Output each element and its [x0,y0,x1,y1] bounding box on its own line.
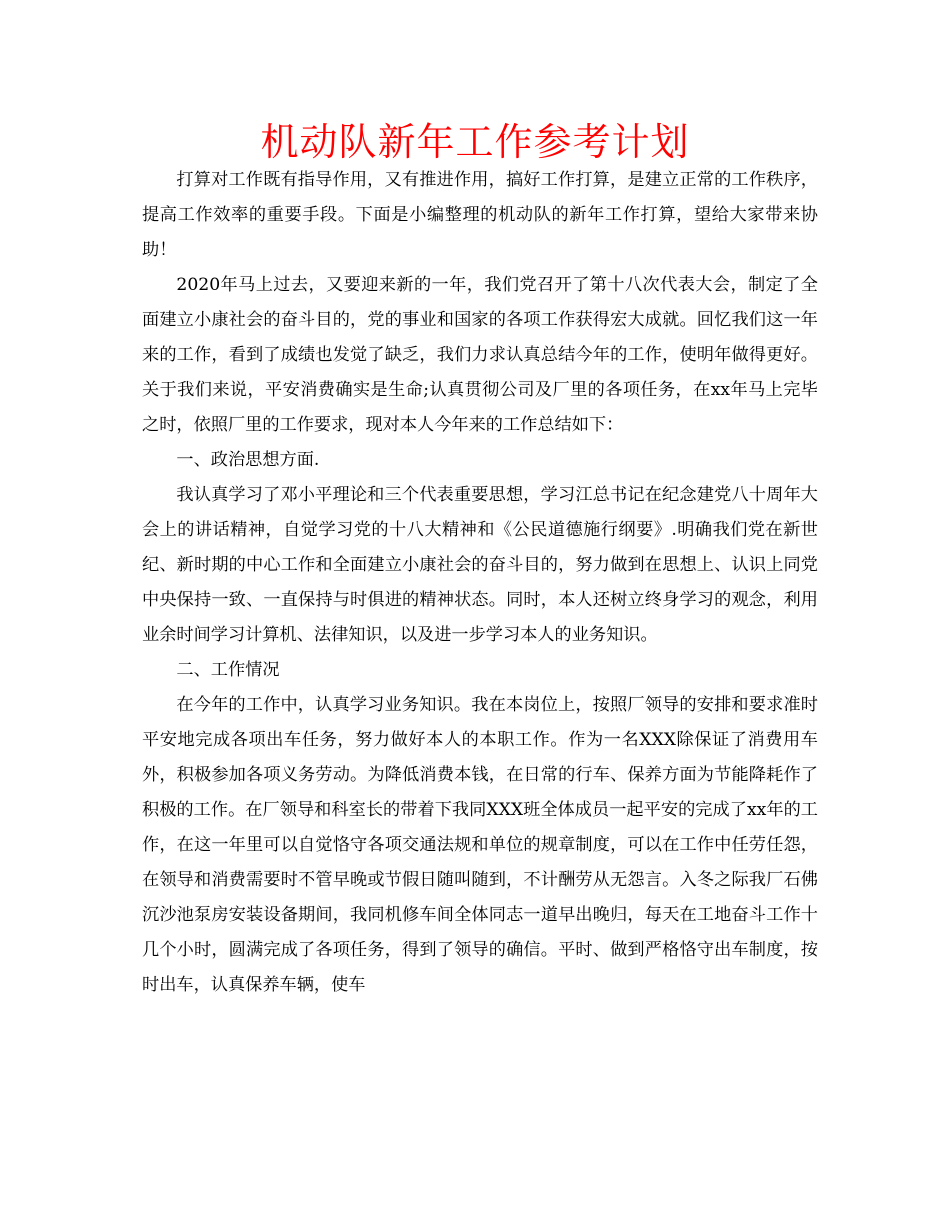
politics-paragraph: 我认真学习了邓小平理论和三个代表重要思想，学习江总书记在纪念建党八十周年大会上的讲话精神，自觉学习党的十八大精神和《公民道德施行纲要》.明确我们党在新世纪、新时期的中心工作和全面建立小康社会的奋斗目的，努力做到在思想上、认识上同党中央保持一致、一直保持与时俱进的精神状态。同时，本人还树立终身学习的观念，利用业余时间学习计算机、法律知识，以及进一步学习本人的业务知识。 [142,485,818,645]
document-body [142,163,818,1003]
work-paragraph: 在今年的工作中，认真学习业务知识。我在本岗位上，按照厂领导的安排和要求准时平安地完成各项出车任务，努力做好本人的本职工作。作为一名XXX除保证了消费用车外，积极参加各项义务劳动。为降低消费本钱，在日常的行车、保养方面为节能降耗作了积极的工作。在厂领导和科室长的带着下我同XXX班全体成员一起平安的完成了xx年的工作，在这一年里可以自觉恪守各项交通法规和单位的规章制度，可以在工作中任劳任怨，在领导和消费需要时不管早晚或节假日随叫随到，不计酬劳从无怨言。入冬之际我厂石佛沉沙池泵房安装设备期间，我同机修车间全体同志一道早出晚归，每天在工地奋斗工作十几个小时，圆满完成了各项任务，得到了领导的确信。平时、做到严格恪守出车制度，按时出车，认真保养车辆，使车 [142,695,818,995]
intro-paragraph: 打算对工作既有指导作用，又有推进作用，搞好工作打算，是建立正常的工作秩序，提高工作效率的重要手段。下面是小编整理的机动队的新年工作打算，望给大家带来协助！ [142,170,818,260]
section-heading-politics: 一、政治思想方面. [176,450,320,470]
document-title: 机动队新年工作参考计划 [260,120,690,164]
section-heading-work: 二、工作情况 [176,660,280,680]
summary-paragraph: 2020年马上过去，又要迎来新的一年，我们党召开了第十八次代表大会，制定了全面建立小康社会的奋斗目的，党的事业和国家的各项工作获得宏大成就。回忆我们这一年来的工作，看到了成绩也发觉了缺乏，我们力求认真总结今年的工作，使明年做得更好。关于我们来说，平安消费确实是生命;认真贯彻公司及厂里的各项任务，在xx年马上完毕之时，依照厂里的工作要求，现对本人今年来的工作总结如下： [142,275,818,435]
